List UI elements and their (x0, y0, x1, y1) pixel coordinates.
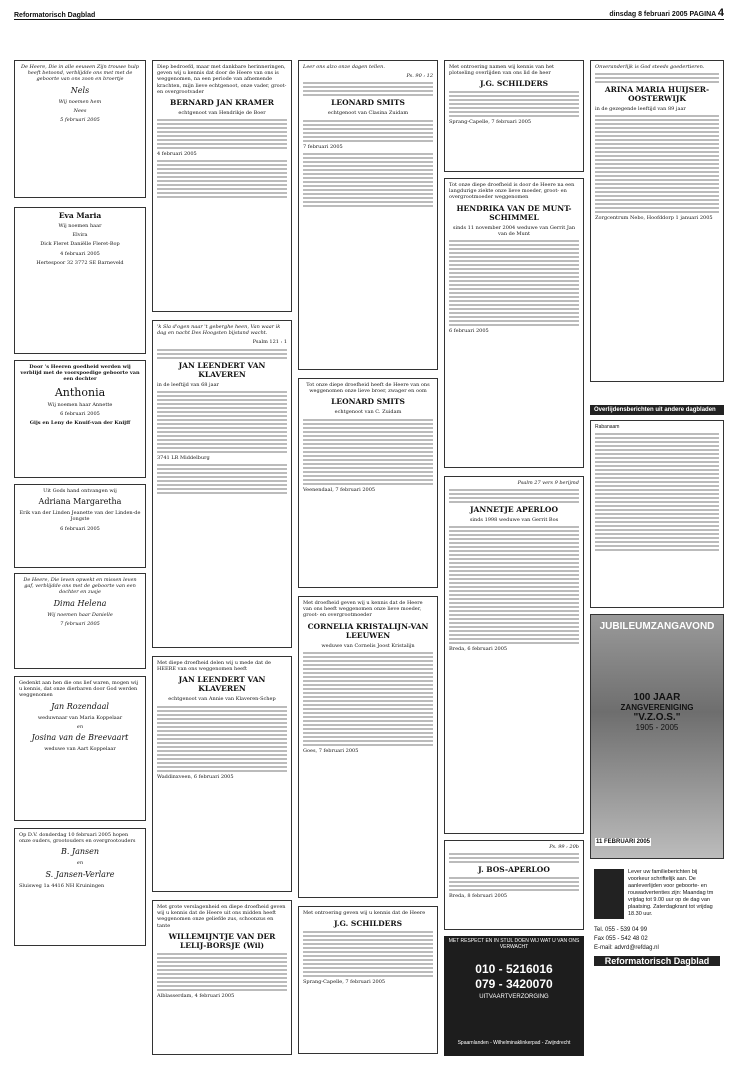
death-notice-huijser: Onveranderlijk is God steeds goedertieren. ARINA MARIA HUIJSER-OOSTERWIJK in de gezegende leeftijd van 89 jaar Zorgcentrum Nebo, Hoofddorp 1 januari 2005 (590, 60, 724, 382)
anniversary-jansen: Op D.V. donderdag 10 februari 2005 hopen onze ouders, grootouders en overgrootouders B. Jansen en S. Jansen-Verlare Sluisweg 1a 4416 NH Kruiningen (14, 828, 146, 946)
death-notice-van-der-lelij: Met grote verslagenheid en diepe droefheid geven wij u kennis dat de Heere uit ons midden heeft weggenomen onze geliefde zus, schoonzus en tante WILLEMIJNTJE VAN DER LELIJ-BORSJE (Wil) Alblasserdam, 4 februari 2005 (152, 900, 292, 1055)
phone-icon (594, 869, 624, 919)
death-notice-van-klaveren-2: Met diepe droefheid delen wij u mede dat de HEERE van ons weggenomen heeft JAN LEENDERT VAN KLAVEREN echtgenoot van Annie van Klaveren-Schep Waddinxveen, 6 februari 2005 (152, 656, 292, 892)
jubilee-ad: JUBILEUMZANGAVOND 100 JAAR ZANGVERENIGING "V.Z.O.S." 1905 - 2005 11 FEBRUARI 2005 (590, 614, 724, 859)
masthead (14, 4, 724, 20)
death-notice-van-klaveren: 'k Sla d'ogen naar 't geberghe heen, Van waar ik dag en nacht Des Hoogsten bijstand wacht. Psalm 121 : 1 JAN LEENDERT VAN KLAVEREN in de leeftijd van 68 jaar 3741 LR Middelburg (152, 320, 292, 648)
death-notice-aperloo: Psalm 27 vers 9 berijmd JANNETJE APERLOO sinds 1998 weduwe van Gerrit Bos Breda, 6 februari 2005 (444, 476, 584, 834)
death-notice-van-de-munt: Tot onze diepe droefheid is door de Heere na een langdurige ziekte onze lieve moeder, groot- en overgrootmoeder weggenomen HENDRIKA VAN DE MUNT-SCHIMMEL sinds 11 november 2004 weduwe van Gerrit Jan van de Munt 6 februari 2005 (444, 178, 584, 468)
death-notice-kramer: Diep bedroefd, maar met dankbare herinneringen, geven wij u kennis dat door de Heere van ons is weggenomen, na een periode van afnemende krachten, mijn lieve echtgenoot, onze vader, groot- en overgrootvader BERNARD JAN KRAMER echtgenoot van Hendrikje de Boer 4 februari 2005 (152, 60, 292, 312)
death-notice-smits-2: Tot onze diepe droefheid heeft de Heere van ons weggenomen onze lieve broer, zwager en oom LEONARD SMITS echtgenoot van C. Zuidam Veenendaal, 7 februari 2005 (298, 378, 438, 588)
paper-name: Reformatorisch Dagblad (14, 12, 96, 19)
page-date: dinsdag 8 februari 2005 PAGINA 4 (609, 7, 724, 19)
sidebar-title: Overlijdensberichten uit andere dagbladen (590, 405, 724, 415)
death-notice-bos-aperloo: Ps. 99 : 20b J. BOS-APERLOO Breda, 8 februari 2005 (444, 840, 584, 930)
birth-notice-nels: De Heere, Die in alle eeuwen Zijn trouwe hulp heeft betoond, verblijdde ons met met de geboorte van ons zoon en broertje Nels Wij noemen hem Nees 5 februari 2005 (14, 60, 146, 198)
death-notice-smits: Leer ons alzo onze dagen tellen. Ps. 90 : 12 LEONARD SMITS echtgenoot van Clasina Zuidam 7 februari 2005 (298, 60, 438, 370)
submission-info: Lever uw familieberichten bij voorkeur schriftelijk aan. De aanleverlijden voor geboorte- en rouwadvertenties zijn: Maandag tm vrijdag tot 9.00 uur op de dag van plaatsing. Zaterdagkrant tot vrijdag 18.30 uur. Tel. 055 - 539 04 99 Fax 055 - 542 48 02 E-mail: advrd@refdag.nl Reformatorisch Dagblad (590, 866, 724, 1054)
birth-notice-adriana: Uit Gods hand ontvangen wij Adriana Margaretha Erik van der Linden Jeanette van der Linden-de Jongste 6 februari 2005 (14, 484, 146, 568)
sidebar-list: Rabanaam (590, 420, 724, 608)
birth-notice-eva: Eva Maria Wij noemen haar Elvira Dick Fleret Daniëlle Fleret-Bop 4 februari 2005 Hertespoor 32 3772 SE Barneveld (14, 207, 146, 354)
death-notice-schilders-2: Met ontroering namen wij kennis van het plotseling overlijden van ons lid de heer J.G. SCHILDERS Sprang-Capelle, 7 februari 2005 (444, 60, 584, 172)
death-notice-schilders: Met ontroering geven wij u kennis dat de Heere J.G. SCHILDERS Sprang-Capelle, 7 februari 2005 (298, 906, 438, 1054)
funeral-service-ad: MET RESPECT EN IN STIJL DOEN WIJ WAT U VAN ONS VERWACHT 010 - 5216016 079 - 3420070 UITVAARTVERZORGING Spaarnlanden - Wilhelminaklinkerpad - Zwijndrecht (444, 936, 584, 1056)
birth-notice-anthonia: Door 's Heeren goedheid werden wij verblijd met de voorspoedige geboorte van een dochter Anthonia Wij noemen haar Annette 6 februari 2005 Gijs en Leny de Knuif-van der Knijff (14, 360, 146, 478)
death-notice-kristalijn: Met droefheid geven wij u kennis dat de Heere van ons heeft weggenomen onze lieve moeder, groot- en overgrootmoeder CORNELIA KRISTALIJN-VAN LEEUWEN weduwe van Cornelis Joost Kristalijn Goes, 7 februari 2005 (298, 596, 438, 898)
death-notice-rozendaal: Gedenkt aan hen die ons lief waren, mogen wij u kennis, dat onze dierbaren door God werden weggenomen Jan Rozendaal weduwnaar van Maria Koppelaar en Josina van de Breevaart weduwe van Aart Koppelaar (14, 676, 146, 821)
birth-notice-dima: De Heere, Die leven opwekt en missen leven gaf, verblijdde ons met de geboorte van een dochter en zusje Dima Helena Wij noemen haar Danielle 7 februari 2005 (14, 573, 146, 669)
